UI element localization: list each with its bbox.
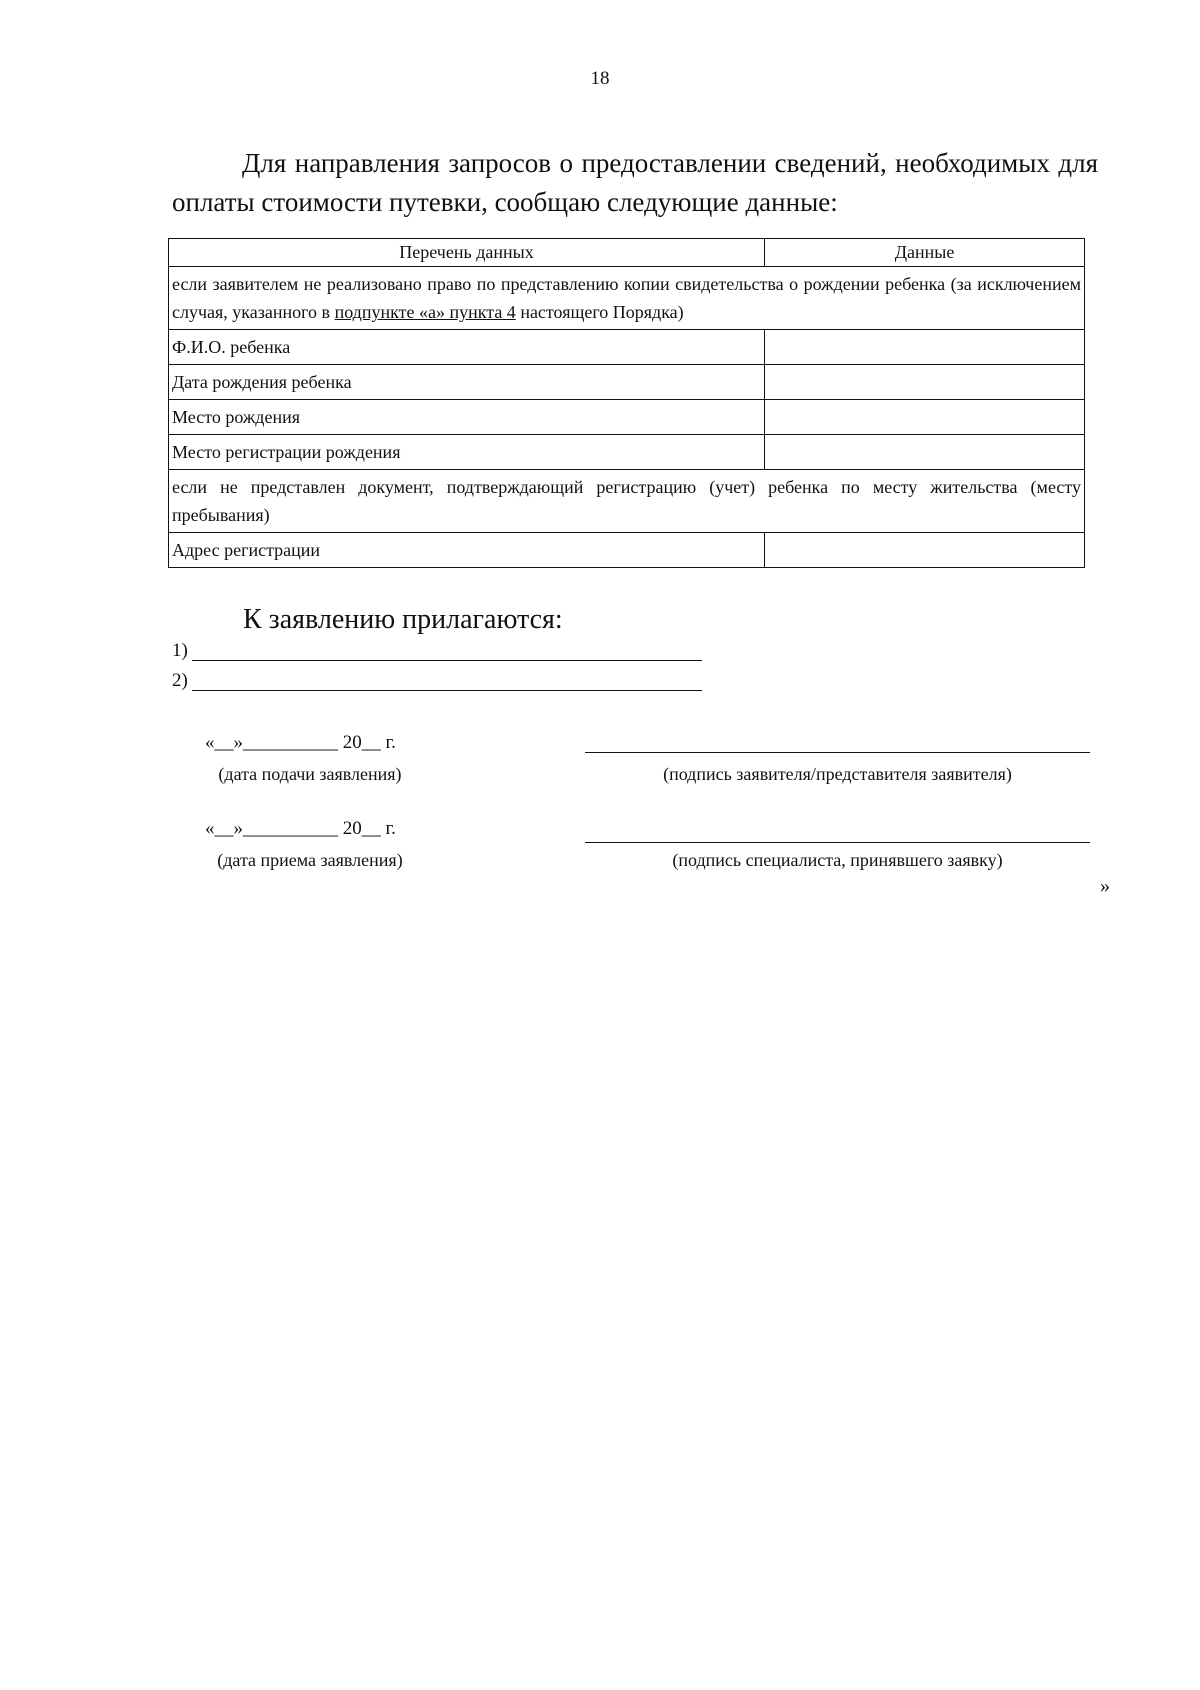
data-table	[168, 238, 1085, 568]
row-label-child-name: Ф.И.О. ребенка	[169, 330, 765, 365]
section-text-birth-certificate: если заявителем не реализовано право по представлению копии свидетельства о рождении ребенка (за исключением случая, указанного в подпункте «а» пункта 4 настоящего Порядка)	[169, 267, 1085, 330]
table-header-row	[169, 239, 1085, 267]
row-label-birth-place: Место рождения	[169, 400, 765, 435]
table-row	[169, 435, 1085, 470]
registration-address-field[interactable]	[765, 533, 1085, 568]
row-label-birth-date: Дата рождения ребенка	[169, 365, 765, 400]
applicant-signature-caption: (подпись заявителя/представителя заявителя)	[663, 764, 1012, 784]
row-label-registration-address: Адрес регистрации	[169, 533, 765, 568]
table-row	[169, 330, 1085, 365]
legal-reference-link[interactable]: подпункте «а» пункта 4	[334, 302, 516, 322]
table-row	[169, 533, 1085, 568]
attachment-item-number: 2)	[172, 670, 188, 691]
page-number: 18	[590, 68, 610, 89]
submission-date-caption: (дата подачи заявления)	[218, 764, 402, 784]
header-data-list: Перечень данных	[169, 239, 765, 267]
table-row	[169, 365, 1085, 400]
specialist-signature-line[interactable]	[585, 842, 1090, 843]
section-text-residence: если не представлен документ, подтверждающий регистрацию (учет) ребенка по месту жительства (месту пребывания)	[169, 470, 1085, 533]
child-name-field[interactable]	[765, 330, 1085, 365]
intro-paragraph: Для направления запросов о предоставлении сведений, необходимых для оплаты стоимости путевки, сообщаю следующие данные:	[172, 148, 1098, 217]
submission-date-field[interactable]: «__»__________ 20__ г.	[205, 732, 396, 753]
attachments-heading: К заявлению прилагаются:	[243, 604, 563, 635]
table-row	[169, 400, 1085, 435]
attachment-item-number: 1)	[172, 640, 188, 661]
attachment-line-2[interactable]	[192, 690, 702, 691]
acceptance-date-caption: (дата приема заявления)	[217, 850, 403, 870]
applicant-signature-line[interactable]	[585, 752, 1090, 753]
birth-date-field[interactable]	[765, 365, 1085, 400]
header-data: Данные	[765, 239, 1085, 267]
row-label-birth-registration-place: Место регистрации рождения	[169, 435, 765, 470]
attachment-line-1[interactable]	[192, 660, 702, 661]
closing-quote: »	[1100, 875, 1110, 897]
birth-registration-place-field[interactable]	[765, 435, 1085, 470]
birth-place-field[interactable]	[765, 400, 1085, 435]
specialist-signature-caption: (подпись специалиста, принявшего заявку)	[672, 850, 1003, 870]
section-row-birth-certificate	[169, 267, 1085, 330]
acceptance-date-field[interactable]: «__»__________ 20__ г.	[205, 818, 396, 839]
section-row-residence	[169, 470, 1085, 533]
